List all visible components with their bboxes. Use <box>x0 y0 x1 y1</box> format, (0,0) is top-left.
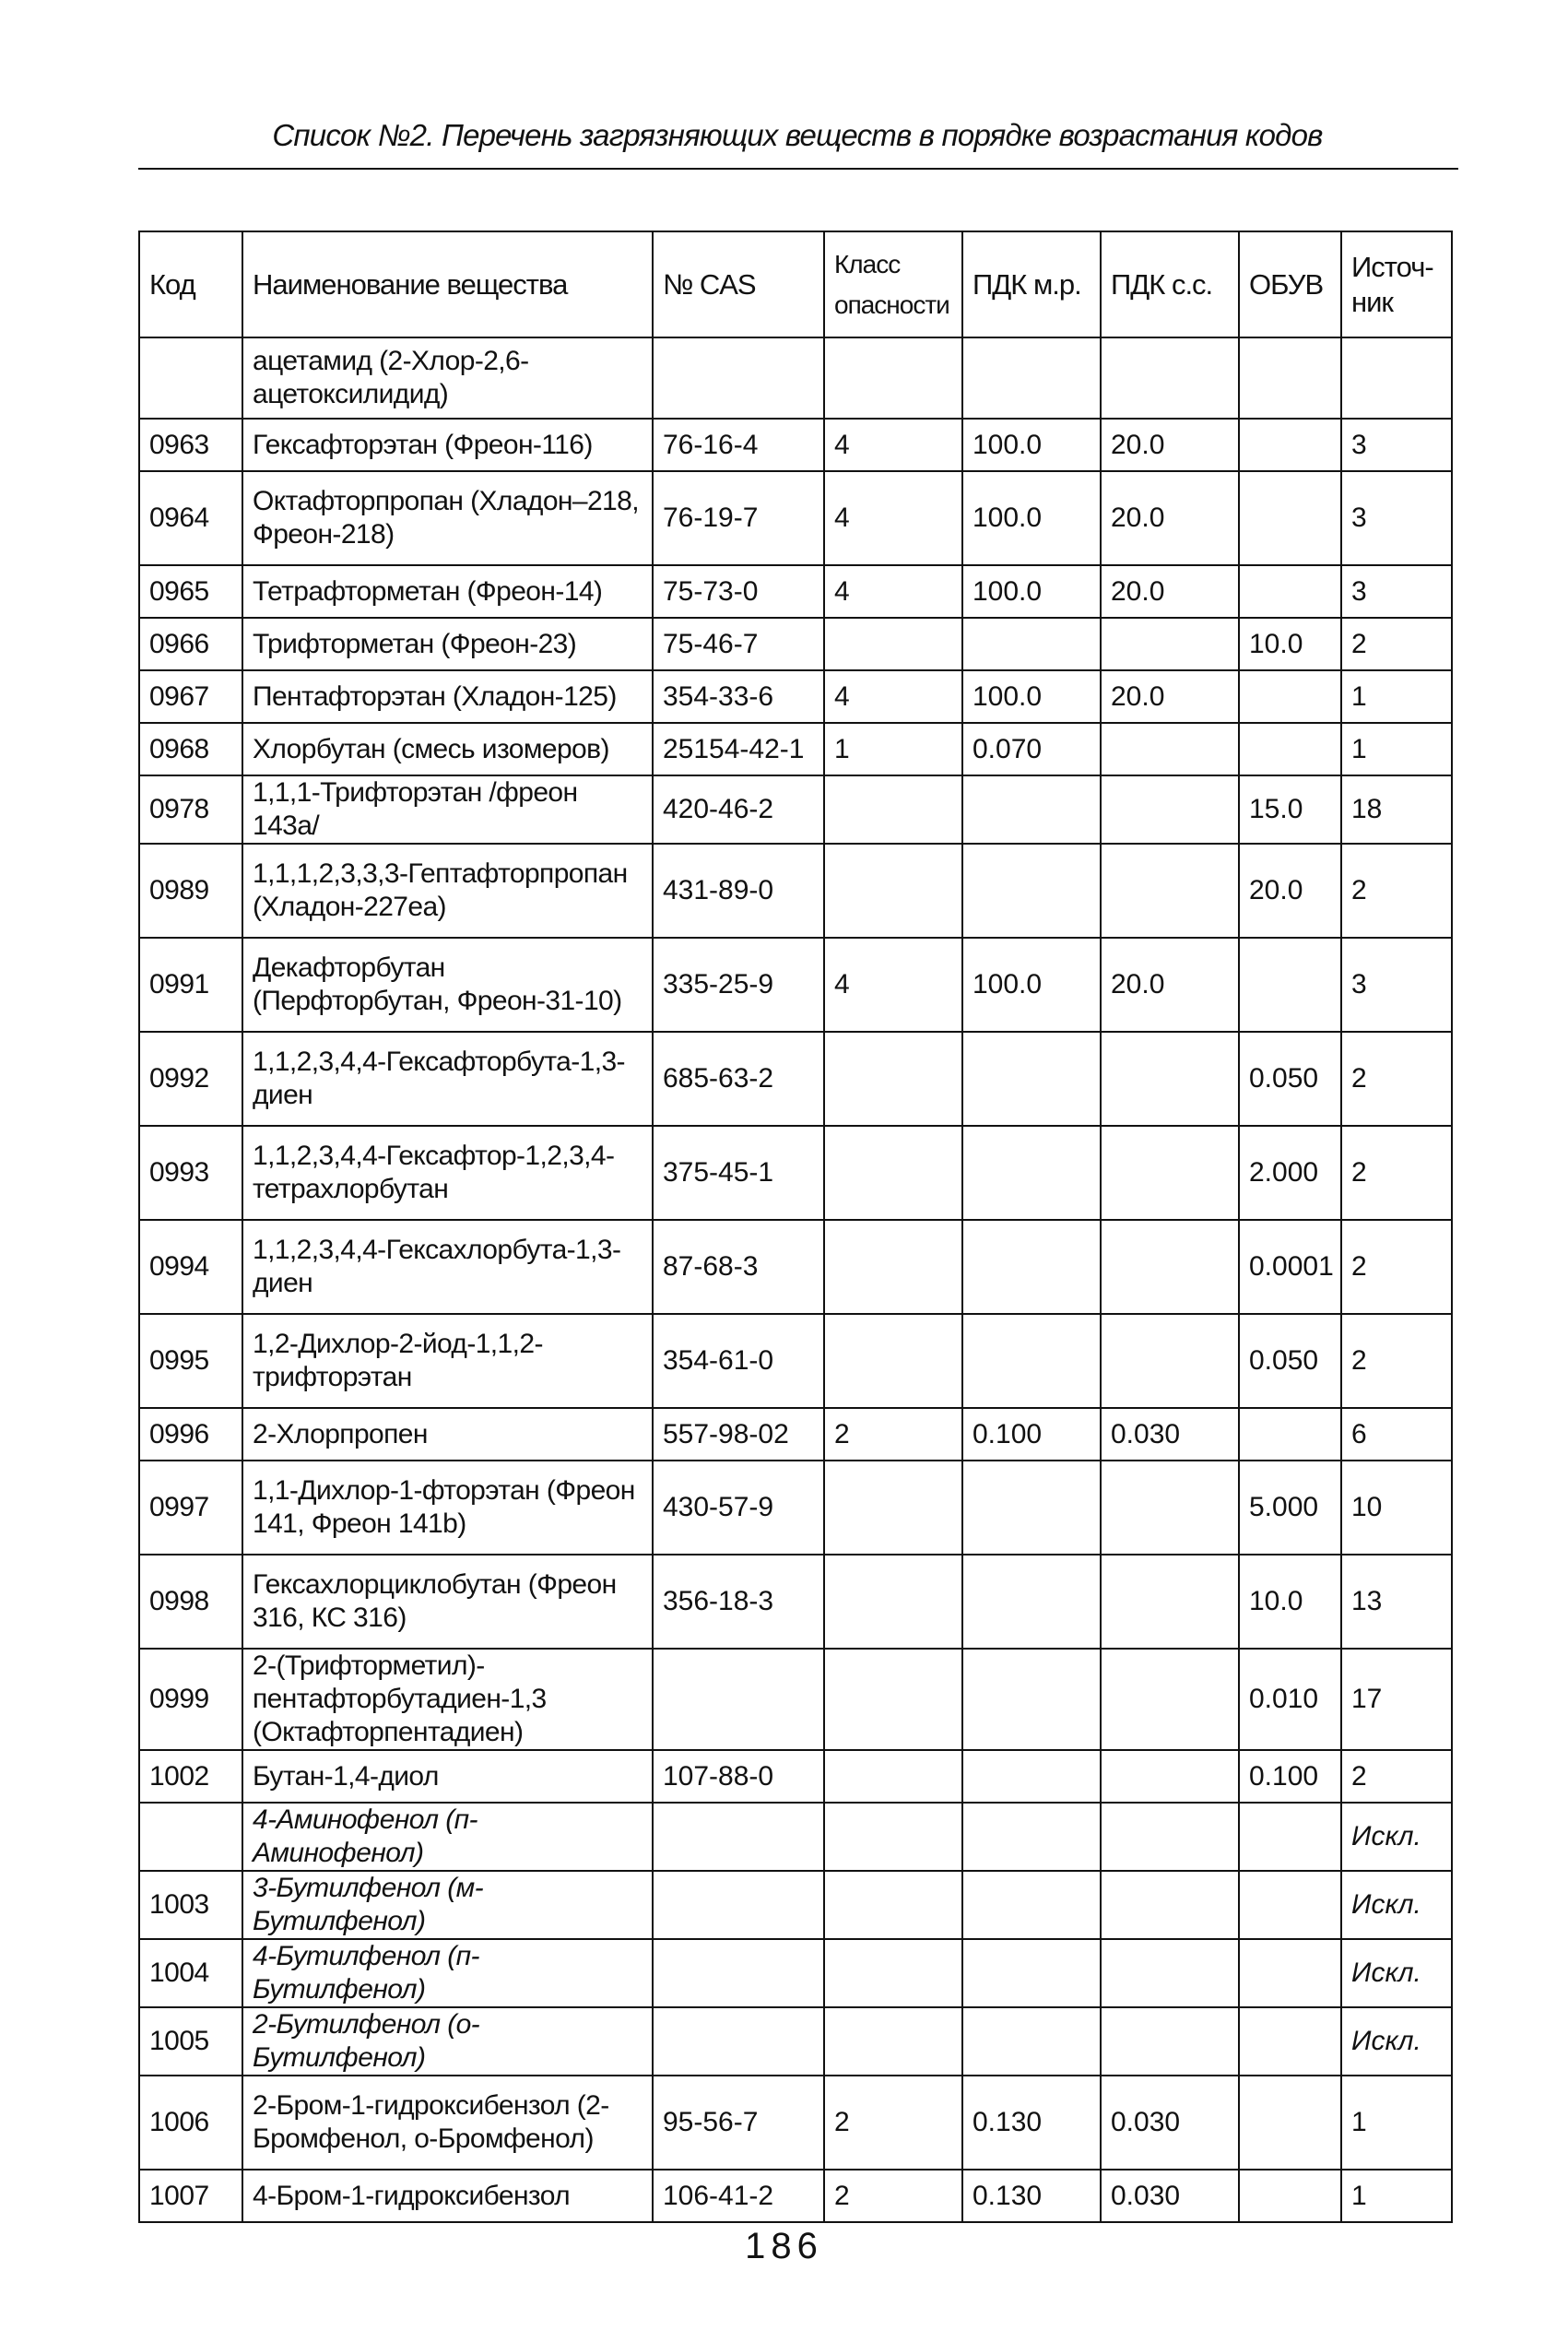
cell-source: 3 <box>1341 419 1452 471</box>
cell-source: 13 <box>1341 1555 1452 1649</box>
cell-substance-name: 1,1,2,3,4,4-Гексахлорбута-1,3-диен <box>242 1220 653 1314</box>
column-header-name: Наименование вещества <box>242 231 653 337</box>
column-header-pdk-ss: ПДК с.с. <box>1101 231 1239 337</box>
cell-pdk-mr <box>962 1461 1101 1555</box>
cell-pdk-mr: 0.130 <box>962 2170 1101 2222</box>
cell-cas-number: 431-89-0 <box>653 844 824 938</box>
cell-code: 0996 <box>139 1408 242 1461</box>
table-row <box>139 419 1452 471</box>
column-header-pdk-mr: ПДК м.р. <box>962 231 1101 337</box>
cell-pdk-mr <box>962 1649 1101 1750</box>
cell-hazard-class: 2 <box>824 1408 962 1461</box>
cell-pdk-ss <box>1101 1803 1239 1871</box>
cell-substance-name: Трифторметан (Фреон-23) <box>242 618 653 670</box>
table-row <box>139 2170 1452 2222</box>
table-header <box>139 231 1452 337</box>
table-row <box>139 1314 1452 1408</box>
cell-code: 0966 <box>139 618 242 670</box>
cell-source <box>1341 337 1452 419</box>
cell-code: 0963 <box>139 419 242 471</box>
cell-code: 0992 <box>139 1032 242 1126</box>
cell-hazard-class <box>824 1750 962 1803</box>
cell-pdk-mr: 0.100 <box>962 1408 1101 1461</box>
table-row <box>139 1803 1452 1871</box>
cell-source: 2 <box>1341 1126 1452 1220</box>
cell-source: 3 <box>1341 565 1452 618</box>
cell-pdk-mr: 100.0 <box>962 565 1101 618</box>
cell-cas-number: 356-18-3 <box>653 1555 824 1649</box>
cell-pdk-ss <box>1101 1314 1239 1408</box>
cell-source: 2 <box>1341 1032 1452 1126</box>
cell-code: 0997 <box>139 1461 242 1555</box>
cell-code: 0999 <box>139 1649 242 1750</box>
cell-substance-name: 2-Хлорпропен <box>242 1408 653 1461</box>
cell-code <box>139 337 242 419</box>
cell-cas-number: 75-46-7 <box>653 618 824 670</box>
cell-code: 0993 <box>139 1126 242 1220</box>
cell-hazard-class: 4 <box>824 670 962 723</box>
cell-pdk-ss: 20.0 <box>1101 419 1239 471</box>
cell-pdk-mr <box>962 1803 1101 1871</box>
cell-substance-name: Гексафторэтан (Фреон-116) <box>242 419 653 471</box>
cell-pdk-ss: 20.0 <box>1101 670 1239 723</box>
cell-substance-name: 4-Бром-1-гидроксибензол <box>242 2170 653 2222</box>
table-row <box>139 1939 1452 2007</box>
cell-obuv <box>1239 723 1341 775</box>
cell-pdk-mr <box>962 1750 1101 1803</box>
cell-pdk-mr <box>962 844 1101 938</box>
table-row <box>139 337 1452 419</box>
cell-substance-name: 4-Аминофенол (п-Аминофенол) <box>242 1803 653 1871</box>
table-row <box>139 1649 1452 1750</box>
page-number: 186 <box>745 2226 823 2266</box>
cell-obuv <box>1239 2076 1341 2170</box>
cell-cas-number: 354-33-6 <box>653 670 824 723</box>
cell-hazard-class: 1 <box>824 723 962 775</box>
cell-cas-number: 25154-42-1 <box>653 723 824 775</box>
cell-code: 1003 <box>139 1871 242 1939</box>
cell-hazard-class <box>824 1939 962 2007</box>
cell-code: 0968 <box>139 723 242 775</box>
cell-code: 1004 <box>139 1939 242 2007</box>
table-row <box>139 938 1452 1032</box>
cell-obuv <box>1239 1939 1341 2007</box>
table-row <box>139 565 1452 618</box>
cell-source: 2 <box>1341 844 1452 938</box>
cell-obuv <box>1239 938 1341 1032</box>
cell-hazard-class <box>824 1032 962 1126</box>
cell-pdk-mr <box>962 337 1101 419</box>
table-row <box>139 775 1452 844</box>
cell-pdk-mr <box>962 1939 1101 2007</box>
cell-source: 1 <box>1341 2170 1452 2222</box>
cell-code: 0964 <box>139 471 242 565</box>
cell-code: 0965 <box>139 565 242 618</box>
cell-source: 2 <box>1341 1220 1452 1314</box>
cell-substance-name: 1,1,2,3,4,4-Гексафторбута-1,3-диен <box>242 1032 653 1126</box>
header-row <box>139 231 1452 337</box>
cell-pdk-mr <box>962 1032 1101 1126</box>
cell-source: 3 <box>1341 471 1452 565</box>
page-header-title: Список №2. Перечень загрязняющих веществ в порядке возрастания кодов <box>272 118 1323 152</box>
table-row <box>139 1750 1452 1803</box>
table-row <box>139 618 1452 670</box>
cell-hazard-class <box>824 1649 962 1750</box>
cell-hazard-class <box>824 1871 962 1939</box>
table-row <box>139 844 1452 938</box>
cell-cas-number: 76-19-7 <box>653 471 824 565</box>
cell-pdk-ss <box>1101 1939 1239 2007</box>
cell-hazard-class: 4 <box>824 565 962 618</box>
cell-code: 1007 <box>139 2170 242 2222</box>
cell-source: 2 <box>1341 1314 1452 1408</box>
table-row <box>139 1408 1452 1461</box>
cell-code <box>139 1803 242 1871</box>
column-header-hazard-class: Класс опасности <box>824 231 962 337</box>
cell-obuv <box>1239 565 1341 618</box>
cell-substance-name: Декафторбутан (Перфторбутан, Фреон-31-10) <box>242 938 653 1032</box>
column-header-cas: № CAS <box>653 231 824 337</box>
cell-source: 3 <box>1341 938 1452 1032</box>
table-row <box>139 1555 1452 1649</box>
cell-source: 18 <box>1341 775 1452 844</box>
cell-hazard-class <box>824 337 962 419</box>
cell-obuv: 2.000 <box>1239 1126 1341 1220</box>
cell-code: 0991 <box>139 938 242 1032</box>
cell-substance-name: Октафторпропан (Хладон–218, Фреон-218) <box>242 471 653 565</box>
cell-obuv <box>1239 1408 1341 1461</box>
cell-cas-number: 557-98-02 <box>653 1408 824 1461</box>
cell-cas-number: 354-61-0 <box>653 1314 824 1408</box>
cell-pdk-ss <box>1101 1220 1239 1314</box>
cell-code: 0978 <box>139 775 242 844</box>
cell-obuv <box>1239 2007 1341 2076</box>
cell-pdk-mr <box>962 618 1101 670</box>
cell-hazard-class: 4 <box>824 419 962 471</box>
cell-cas-number: 430-57-9 <box>653 1461 824 1555</box>
cell-code: 1006 <box>139 2076 242 2170</box>
cell-pdk-mr <box>962 1555 1101 1649</box>
cell-substance-name: Тетрафторметан (Фреон-14) <box>242 565 653 618</box>
cell-hazard-class <box>824 1126 962 1220</box>
cell-obuv: 0.050 <box>1239 1032 1341 1126</box>
cell-hazard-class <box>824 618 962 670</box>
cell-substance-name: Бутан-1,4-диол <box>242 1750 653 1803</box>
cell-pdk-ss: 20.0 <box>1101 938 1239 1032</box>
cell-obuv <box>1239 1803 1341 1871</box>
cell-obuv: 10.0 <box>1239 618 1341 670</box>
cell-obuv <box>1239 1871 1341 1939</box>
cell-hazard-class: 2 <box>824 2170 962 2222</box>
cell-substance-name: 1,1,1-Трифторэтан /фреон 143а/ <box>242 775 653 844</box>
cell-cas-number: 106-41-2 <box>653 2170 824 2222</box>
cell-obuv: 0.050 <box>1239 1314 1341 1408</box>
cell-pdk-mr: 100.0 <box>962 670 1101 723</box>
table-row <box>139 1220 1452 1314</box>
cell-cas-number: 87-68-3 <box>653 1220 824 1314</box>
table-row <box>139 723 1452 775</box>
cell-obuv: 15.0 <box>1239 775 1341 844</box>
cell-obuv <box>1239 471 1341 565</box>
cell-pdk-ss <box>1101 1649 1239 1750</box>
cell-hazard-class <box>824 844 962 938</box>
cell-substance-name: 1,1,2,3,4,4-Гексафтор-1,2,3,4-тетрахлорбутан <box>242 1126 653 1220</box>
cell-cas-number <box>653 1871 824 1939</box>
cell-cas-number: 685-63-2 <box>653 1032 824 1126</box>
cell-pdk-ss <box>1101 1032 1239 1126</box>
cell-pdk-ss <box>1101 1461 1239 1555</box>
cell-hazard-class <box>824 1461 962 1555</box>
cell-hazard-class <box>824 1803 962 1871</box>
cell-cas-number <box>653 1649 824 1750</box>
cell-substance-name: 3-Бутилфенол (м-Бутилфенол) <box>242 1871 653 1939</box>
cell-pdk-ss: 0.030 <box>1101 2076 1239 2170</box>
cell-hazard-class <box>824 2007 962 2076</box>
cell-cas-number: 95-56-7 <box>653 2076 824 2170</box>
cell-code: 0998 <box>139 1555 242 1649</box>
cell-pdk-ss <box>1101 1750 1239 1803</box>
cell-source: 2 <box>1341 618 1452 670</box>
cell-pdk-mr <box>962 2007 1101 2076</box>
cell-code: 0994 <box>139 1220 242 1314</box>
cell-pdk-ss <box>1101 1871 1239 1939</box>
cell-pdk-ss: 20.0 <box>1101 565 1239 618</box>
cell-pdk-ss <box>1101 1126 1239 1220</box>
table-row <box>139 1126 1452 1220</box>
cell-source: 1 <box>1341 2076 1452 2170</box>
cell-code: 1005 <box>139 2007 242 2076</box>
column-header-obuv: ОБУВ <box>1239 231 1341 337</box>
column-header-code: Код <box>139 231 242 337</box>
cell-cas-number: 75-73-0 <box>653 565 824 618</box>
table-row <box>139 1032 1452 1126</box>
cell-pdk-mr: 100.0 <box>962 938 1101 1032</box>
cell-pdk-ss <box>1101 775 1239 844</box>
cell-obuv <box>1239 2170 1341 2222</box>
cell-code: 1002 <box>139 1750 242 1803</box>
cell-source: 10 <box>1341 1461 1452 1555</box>
cell-source: 17 <box>1341 1649 1452 1750</box>
cell-substance-name: 1,1,1,2,3,3,3-Гептафторпропан (Хладон-227еа) <box>242 844 653 938</box>
cell-pdk-mr <box>962 775 1101 844</box>
table-row <box>139 670 1452 723</box>
cell-hazard-class: 4 <box>824 938 962 1032</box>
cell-pdk-ss: 0.030 <box>1101 1408 1239 1461</box>
table-row <box>139 1871 1452 1939</box>
cell-source: Искл. <box>1341 1803 1452 1871</box>
cell-hazard-class <box>824 1220 962 1314</box>
cell-substance-name: 1,1-Дихлор-1-фторэтан (Фреон 141, Фреон 141b) <box>242 1461 653 1555</box>
cell-cas-number <box>653 2007 824 2076</box>
cell-pdk-ss <box>1101 1555 1239 1649</box>
cell-pdk-mr <box>962 1871 1101 1939</box>
cell-cas-number: 76-16-4 <box>653 419 824 471</box>
cell-obuv <box>1239 337 1341 419</box>
cell-pdk-mr <box>962 1314 1101 1408</box>
cell-code: 0989 <box>139 844 242 938</box>
cell-source: 2 <box>1341 1750 1452 1803</box>
cell-substance-name: ацетамид (2-Хлор-2,6-ацетоксилидид) <box>242 337 653 419</box>
cell-pdk-mr: 0.130 <box>962 2076 1101 2170</box>
cell-pdk-mr <box>962 1220 1101 1314</box>
cell-pdk-mr: 100.0 <box>962 471 1101 565</box>
cell-pdk-ss <box>1101 723 1239 775</box>
cell-substance-name: 2-(Трифторметил)-пентафторбутадиен-1,3 (Октафторпентадиен) <box>242 1649 653 1750</box>
cell-hazard-class: 2 <box>824 2076 962 2170</box>
table-body <box>139 337 1452 2222</box>
cell-cas-number: 375-45-1 <box>653 1126 824 1220</box>
cell-cas-number: 107-88-0 <box>653 1750 824 1803</box>
cell-hazard-class <box>824 775 962 844</box>
cell-hazard-class <box>824 1314 962 1408</box>
cell-cas-number <box>653 1939 824 2007</box>
cell-pdk-mr <box>962 1126 1101 1220</box>
cell-obuv: 0.010 <box>1239 1649 1341 1750</box>
cell-obuv <box>1239 419 1341 471</box>
cell-source: 1 <box>1341 670 1452 723</box>
cell-source: 6 <box>1341 1408 1452 1461</box>
cell-pdk-ss: 20.0 <box>1101 471 1239 565</box>
column-header-source: Источ-ник <box>1341 231 1452 337</box>
cell-obuv <box>1239 670 1341 723</box>
header-rule <box>138 168 1458 170</box>
table-row <box>139 471 1452 565</box>
cell-substance-name: 1,2-Дихлор-2-йод-1,1,2-трифторэтан <box>242 1314 653 1408</box>
cell-cas-number: 335-25-9 <box>653 938 824 1032</box>
cell-obuv: 5.000 <box>1239 1461 1341 1555</box>
cell-code: 0995 <box>139 1314 242 1408</box>
cell-source: Искл. <box>1341 1939 1452 2007</box>
cell-cas-number: 420-46-2 <box>653 775 824 844</box>
cell-obuv: 0.100 <box>1239 1750 1341 1803</box>
cell-pdk-mr: 0.070 <box>962 723 1101 775</box>
table-row <box>139 2007 1452 2076</box>
cell-hazard-class: 4 <box>824 471 962 565</box>
cell-substance-name: Хлорбутан (смесь изомеров) <box>242 723 653 775</box>
cell-pdk-ss: 0.030 <box>1101 2170 1239 2222</box>
cell-substance-name: 2-Бутилфенол (о-Бутилфенол) <box>242 2007 653 2076</box>
cell-substance-name: 4-Бутилфенол (п-Бутилфенол) <box>242 1939 653 2007</box>
cell-obuv: 10.0 <box>1239 1555 1341 1649</box>
cell-code: 0967 <box>139 670 242 723</box>
substances-table <box>138 231 1453 2223</box>
cell-pdk-mr: 100.0 <box>962 419 1101 471</box>
cell-hazard-class <box>824 1555 962 1649</box>
cell-obuv: 0.0001 <box>1239 1220 1341 1314</box>
cell-substance-name: Гексахлорциклобутан (Фреон 316, КС 316) <box>242 1555 653 1649</box>
cell-cas-number <box>653 1803 824 1871</box>
cell-pdk-ss <box>1101 618 1239 670</box>
table-row <box>139 1461 1452 1555</box>
cell-substance-name: 2-Бром-1-гидроксибензол (2-Бромфенол, о-Бромфенол) <box>242 2076 653 2170</box>
cell-pdk-ss <box>1101 337 1239 419</box>
cell-source: Искл. <box>1341 2007 1452 2076</box>
cell-pdk-ss <box>1101 844 1239 938</box>
cell-obuv: 20.0 <box>1239 844 1341 938</box>
cell-pdk-ss <box>1101 2007 1239 2076</box>
cell-source: Искл. <box>1341 1871 1452 1939</box>
table-row <box>139 2076 1452 2170</box>
cell-cas-number <box>653 337 824 419</box>
cell-source: 1 <box>1341 723 1452 775</box>
cell-substance-name: Пентафторэтан (Хладон-125) <box>242 670 653 723</box>
